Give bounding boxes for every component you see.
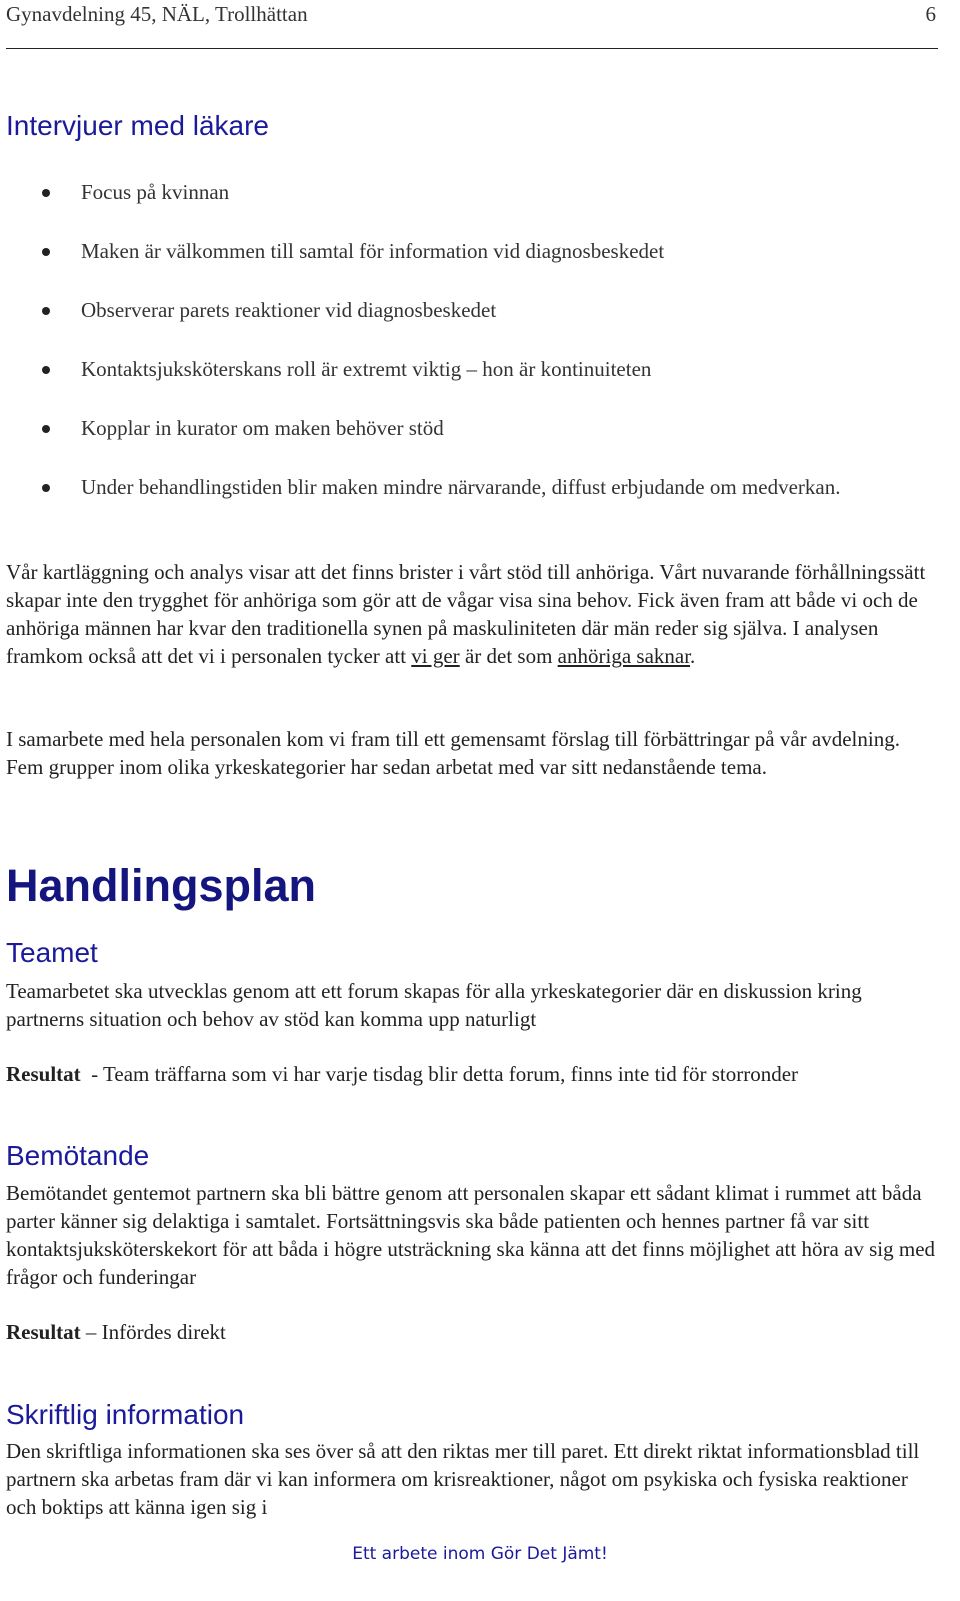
collaboration-paragraph: I samarbete med hela personalen kom vi fram till ett gemensamt förslag till förbättringar på vår avdelning. Fem grupper inom olika yrkeskategorier har sedan arbetat med var sitt nedanstående tema. xyxy=(6,727,900,779)
list-item: Maken är välkommen till samtal för information vid diagnosbeskedet xyxy=(0,237,900,265)
bullet-icon xyxy=(42,484,50,492)
bullet-icon xyxy=(42,366,50,374)
page-header xyxy=(6,0,938,49)
treatment-paragraph: Bemötandet gentemot partnern ska bli bättre genom att personalen skapar ett sådant klimat i rummet att båda parter känner sig delaktiga i samtalet. Fortsättningsvis ska både patienten och hennes partner få var sitt kontaktsjuksköterskekort för att båda i högre utsträckning ska känna att det finns möjlighet att höra av sig med frågor och funderingar xyxy=(6,1181,936,1289)
bullet-icon xyxy=(42,248,50,256)
team-result: Resultat - Team träffarna som vi har varje tisdag blir detta forum, finns inte tid för storronder xyxy=(6,1062,799,1086)
page-number: 6 xyxy=(925,2,936,26)
written-info-paragraph: Den skriftliga informationen ska ses över så att den riktas mer till paret. Ett direkt riktat informationsblad till partnern ska arbetas fram där vi kan informera om krisreaktioner, något om psykiska och fysiska reaktioner och boktips att känna igen sig i xyxy=(6,1439,920,1519)
analysis-paragraph: Vår kartläggning och analys visar att det finns brister i vårt stöd till anhöriga. Vårt nuvarande förhållningssätt skapar inte den trygghet för anhöriga som gör att de vågar visa sina behov. Fick även fram att både vi och de anhöriga männen har kvar den traditionella synen på maskuliniteten där män reder sig själva. I analysen framkom också att det vi i personalen tycker att vi ger är det som anhöriga saknar. xyxy=(6,560,926,668)
list-item: Kopplar in kurator om maken behöver stöd xyxy=(0,414,900,442)
list-item: Under behandlingstiden blir maken mindre närvarande, diffust erbjudande om medverkan. xyxy=(0,473,841,501)
treatment-heading: Bemötande xyxy=(6,1140,150,1171)
list-item: Observerar parets reaktioner vid diagnosbeskedet xyxy=(0,296,900,324)
written-info-heading: Skriftlig information xyxy=(6,1399,245,1430)
team-heading: Teamet xyxy=(6,937,98,968)
interviews-bullet-list xyxy=(0,178,900,532)
team-paragraph: Teamarbetet ska utvecklas genom att ett forum skapas för alla yrkeskategorier där en diskussion kring partnerns situation och behov av stöd kan komma upp naturligt xyxy=(6,979,862,1031)
list-item: Kontaktsjuksköterskans roll är extremt viktig – hon är kontinuiteten xyxy=(0,355,900,383)
bullet-icon xyxy=(42,307,50,315)
treatment-result: Resultat – Infördes direkt xyxy=(6,1320,226,1344)
document-title: Gynavdelning 45, NÄL, Trollhättan xyxy=(6,2,308,26)
page-footer: Ett arbete inom Gör Det Jämt! xyxy=(352,1544,608,1564)
bullet-icon xyxy=(42,189,50,197)
bullet-icon xyxy=(42,425,50,433)
list-item: Focus på kvinnan xyxy=(0,178,900,206)
interviews-heading: Intervjuer med läkare xyxy=(6,110,270,141)
action-plan-heading: Handlingsplan xyxy=(6,860,317,911)
